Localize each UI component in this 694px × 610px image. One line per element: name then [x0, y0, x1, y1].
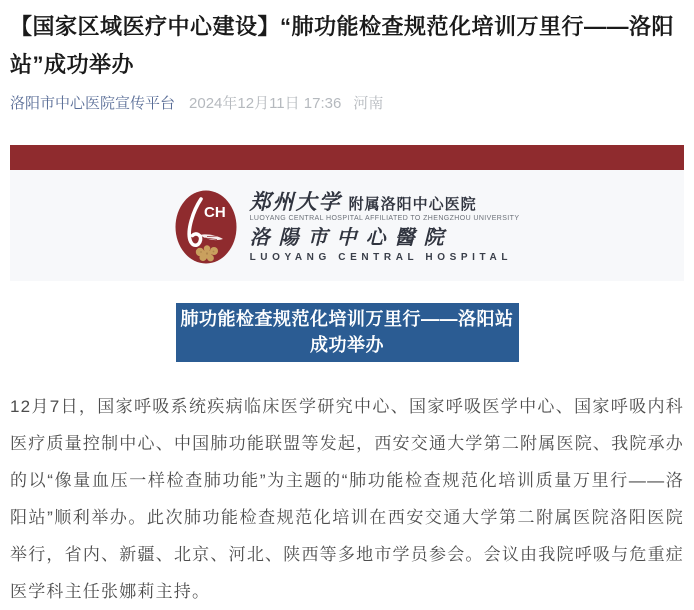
article-paragraph: 12月7日，国家呼吸系统疾病临床医学研究中心、国家呼吸医学中心、国家呼吸内科医疗质量控制中心、中国肺功能联盟等发起，西安交通大学第二附属医院、我院承办的以“像量血压一样检查肺功能”为主题的“肺功能检查规范化培训质量万里行——洛阳站”顺利举办。此次肺功能检查规范化培训在西安交通大学第二附属医院洛阳医院举行，省内、新疆、北京、河北、陕西等多地市学员参会。会议由我院呼吸与危重症医学科主任张娜莉主持。 [10, 397, 684, 601]
logo-english-small: LUOYANG CENTRAL HOSPITAL AFFILIATED TO ZHENGZHOU UNIVERSITY [249, 215, 520, 222]
logo-university-calligraphy: 郑州大学 [249, 189, 342, 214]
logo-university-line [250, 190, 520, 214]
hospital-logo-text [250, 190, 520, 263]
logo-monogram: CH [203, 203, 226, 221]
banner-image[interactable] [10, 145, 684, 362]
account-name-link[interactable]: 洛阳市中心医院宣传平台 [10, 95, 176, 112]
event-title-banner [176, 303, 519, 362]
logo-affiliation-text: 附属洛阳中心医院 [348, 196, 477, 213]
logo-english-caps: LUOYANG CENTRAL HOSPITAL [249, 252, 513, 263]
hospital-logo-icon [175, 190, 237, 264]
event-title-line1: 肺功能检查规范化培训万里行——洛阳站 [180, 309, 514, 329]
hospital-logo-panel [10, 170, 684, 281]
banner-red-bar [10, 145, 684, 170]
publish-date: 2024年12月11日 17:36 [189, 95, 342, 112]
hospital-logo-row [175, 190, 520, 264]
article-meta [10, 93, 684, 114]
event-title-line2: 成功举办 [310, 335, 384, 355]
article-body [10, 388, 684, 610]
article-page [0, 8, 694, 610]
article-header [10, 8, 684, 114]
logo-hospital-calligraphy: 洛陽市中心醫院 [249, 225, 453, 249]
article-title: 【国家区域医疗中心建设】“肺功能检查规范化培训万里行——洛阳站”成功举办 [10, 14, 675, 77]
publish-region: 河南 [353, 95, 384, 112]
